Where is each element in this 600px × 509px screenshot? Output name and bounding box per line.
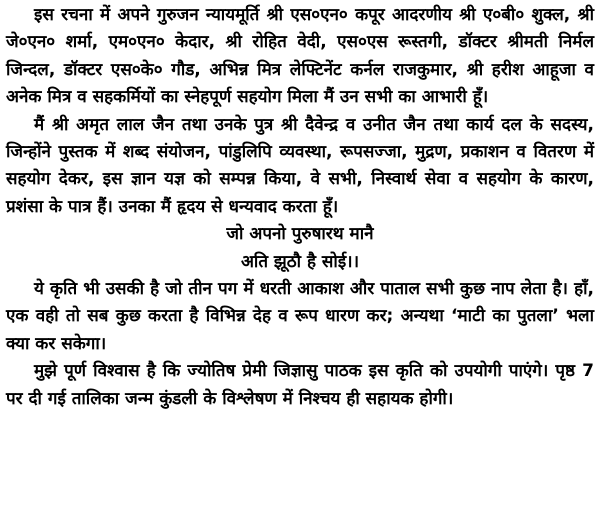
- paragraph-creation: ये कृति भी उसकी है जो तीन पग में धरती आकाश और पाताल सभी कुछ नाप लेता है। हाँ, एक वही तो सब कुछ करता है विभिन्न देह व रूप धारण कर; अन्यथा ‘माटी का पुतला’ भला क्या कर सकेगा।: [6, 279, 594, 354]
- couplet: [6, 221, 594, 276]
- couplet-line-2: अति झूठौ है सोई।।: [240, 251, 360, 272]
- paragraph-confidence: मुझे पूर्ण विश्वास है कि ज्योतिष प्रेमी जिज्ञासु पाठक इस कृति को उपयोगी पाएंगे। पृष्ठ 7 पर दी गई तालिका जन्म कुंडली के विश्लेषण में निश्चय ही सहायक होगी।: [6, 361, 594, 409]
- couplet-line-1: जो अपनो पुरुषारथ मानै: [226, 224, 374, 245]
- paragraph-acknowledgement-mentors: इस रचना में अपने गुरुजन न्यायमूर्ति श्री एस०एन० कपूर आदरणीय श्री ए०बी० शुक्ल, श्री जे०एन० शर्मा, एम०एन० केदार, श्री रोहित वेदी, एस०एस रूस्तगी, डॉक्टर श्रीमती निर्मल जिन्दल, डॉक्टर एस०के० गौड, अभिन्न मित्र लेफ्टिनेंट कर्नल राजकुमार, श्री हरीश आहूजा व अनेक मित्र व सहकर्मियों का स्नेहपूर्ण सहयोग मिला मैं उन सभी का आभारी हूँ।: [6, 5, 594, 108]
- paragraph-acknowledgement-publishers: मैं श्री अमृत लाल जैन तथा उनके पुत्र श्री दैवेन्द्र व उनीत जैन तथा कार्य दल के सदस्य, जिन्होंने पुस्तक में शब्द संयोजन, पांडुलिपि व्यवस्था, रूपसज्जा, मुद्रण, प्रकाशन व वितरण में सहयोग देकर, इस ज्ञान यज्ञ को सम्पन्न किया, वे सभी, निस्वार्थ सेवा व सहयोग के कारण, प्रशंसा के पात्र हैं। उनका मैं हृदय से धन्यवाद करता हूँ।: [6, 114, 594, 217]
- document-page: [6, 2, 594, 413]
